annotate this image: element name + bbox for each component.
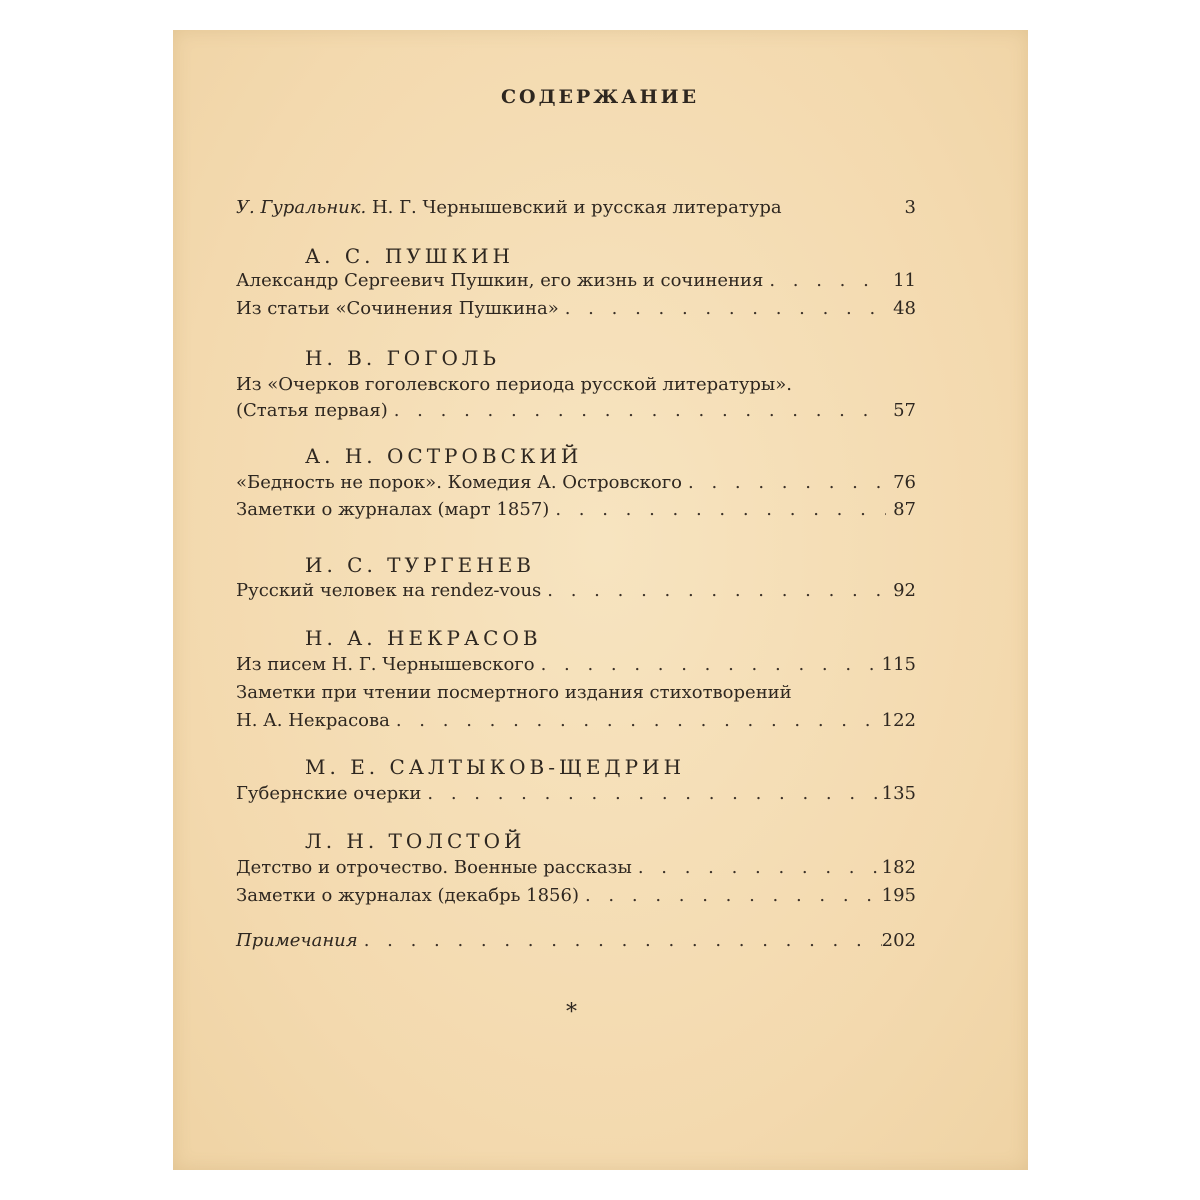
section-heading-nekrasov: Н. А. НЕКРАСОВ — [305, 626, 542, 650]
page-title: СОДЕРЖАНИЕ — [500, 86, 700, 108]
leader-dots — [632, 857, 882, 878]
toc-entry: Александр Сергеевич Пушкин, его жизнь и сочинения . . . 11 — [236, 270, 916, 298]
leader-dots — [682, 472, 886, 493]
toc-entry: Заметки о журналах (март 1857) . . . 87 — [236, 499, 916, 527]
section-heading-turgenev: И. С. ТУРГЕНЕВ — [305, 553, 536, 577]
ornament-asterisk: * — [566, 1000, 577, 1025]
intro-title: Н. Г. Чернышевский и русская литература — [371, 197, 782, 218]
leader-dots — [421, 783, 881, 804]
section-heading-saltykov: М. Е. САЛТЫКОВ-ЩЕДРИН — [305, 755, 686, 779]
notes-page: 202 — [881, 930, 916, 951]
section-heading-tolstoy: Л. Н. ТОЛСТОЙ — [305, 829, 526, 853]
toc-entry: Заметки о журналах (декабрь 1856) . . . 195 — [236, 885, 916, 913]
leader-dots — [358, 930, 882, 951]
toc-entry-line2: (Статья первая) . . . 57 — [236, 400, 916, 428]
leader-dots — [535, 654, 882, 675]
toc-entry: Детство и отрочество. Военные рассказы . . . 182 — [236, 857, 916, 885]
leader-dots — [559, 298, 886, 319]
leader-dots — [390, 710, 882, 731]
toc-entry-line1: Заметки при чтении посмертного издания стихотворений — [236, 682, 792, 703]
toc-entry: Русский человек на rendez-vous . . . 92 — [236, 580, 916, 608]
toc-entry-intro — [236, 197, 916, 225]
intro-author: У. Гуральник. — [236, 197, 367, 218]
intro-page: 3 — [904, 197, 916, 218]
toc-entry-notes — [236, 930, 916, 958]
toc-entry: Из статьи «Сочинения Пушкина» . . . 48 — [236, 298, 916, 326]
leader-dots — [763, 270, 886, 291]
notes-label: Примечания — [236, 930, 358, 951]
section-heading-gogol: Н. В. ГОГОЛЬ — [305, 346, 501, 370]
toc-entry-line2: Н. А. Некрасова . . . 122 — [236, 710, 916, 738]
toc-entry: «Бедность не порок». Комедия А. Островского . . . 76 — [236, 472, 916, 500]
leader-dots — [579, 885, 882, 906]
leader-dots — [549, 499, 886, 520]
leader-dots — [388, 400, 886, 421]
toc-entry: Губернские очерки . . . 135 — [236, 783, 916, 811]
toc-entry: Из писем Н. Г. Чернышевского . . . 115 — [236, 654, 916, 682]
leader-dots — [541, 580, 886, 601]
section-heading-ostrovsky: А. Н. ОСТРОВСКИЙ — [305, 444, 583, 468]
section-heading-pushkin: А. С. ПУШКИН — [305, 244, 514, 268]
toc-entry-line1: Из «Очерков гоголевского периода русской литературы». — [236, 374, 792, 395]
